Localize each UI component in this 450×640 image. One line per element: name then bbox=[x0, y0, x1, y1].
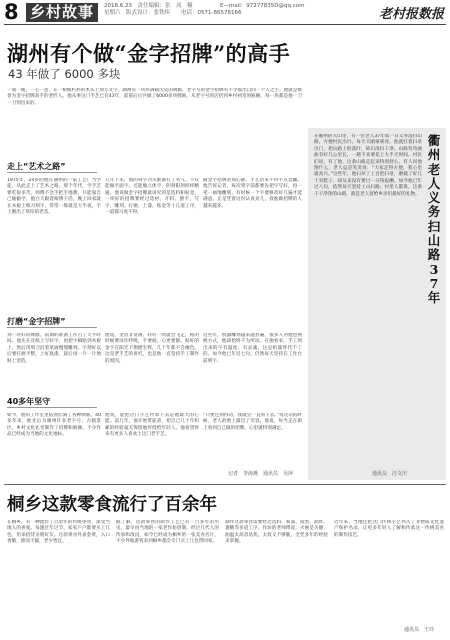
header-meta-line2: 星期六 版式设计：张铁炜 电话：0571-86578166 bbox=[104, 10, 242, 16]
sidebar-vertical-title: 衢州老人义务扫山路37年 bbox=[427, 133, 441, 306]
sidebar-byline: 通讯员 汪文庆 bbox=[372, 471, 408, 477]
newspaper-name: 老村报数报 bbox=[378, 7, 444, 22]
main-col1c-text: 如今，他的工作室里依然挂满了各种牌匾。40多年来，他先后为湖州许多老字号、古镇景区、乡村文化礼堂制作了招牌和匾额，不少作品已经成为当地的文化地标。 bbox=[7, 413, 101, 438]
main-headline: 湖州有个做“金字招牌”的高手 bbox=[7, 41, 291, 66]
main-col1-text: 1975年，24岁的他在湖州的一家工艺厂当学徒，从此走上了艺术之路。那个年代，学手艺要吃很多苦，师傅不会手把手地教，只能靠自己偷偷学。他白天跟着师傅干活，晚上回家就在木板上练习刻字，常常一练就是大半夜，手上磨出了厚厚的老茧。 bbox=[7, 178, 101, 216]
main-col3c-text: “只要还刻得动，我就会一直刻下去。”说这话的时候，老人的脸上露出了笑容。他说，每当走在街上看到自己做的招牌，心里就特别满足。 bbox=[203, 413, 302, 431]
second-col2-text: 据了解，这款零食的制作工艺已有一百多年的历史，最早由当地的一家老作坊创制。经过几代人的传承和改良，如今已经成为桐乡的一张美食名片，不少外地游客来到桐乡都会专门买上几包带回家。 bbox=[116, 520, 219, 545]
main-col3-text: 做金字招牌必须心静，手艺活来不得半点急躁。他告诉记者，每次刻字前都要先把字写好，再一笔一画地雕刻，有时候一个字要修改好几遍才能满意。正是凭着这份认真劲儿，找他做招牌的人越来越多。 bbox=[203, 178, 302, 209]
main-subheadline: 43 年做了 6000 多块 bbox=[8, 67, 121, 81]
subheading-polish-sign: 打磨“金字招牌” bbox=[7, 317, 66, 326]
main-col1b-text: 刻一块好的牌匾，前期的准备工作占了大半时间。他先在宣纸上写好字，再把字稿贴到木板上，然后用刻刀沿着笔画慢慢雕刻。字刻好以后要打磨平整，上好底漆，最后再一片一片地贴上金箔。 bbox=[7, 333, 101, 364]
main-byline: 记者 李海燕 通讯员 吴萍 bbox=[228, 471, 294, 477]
second-headline: 桐乡这款零食流行了百余年 bbox=[7, 495, 217, 515]
subheading-underline bbox=[7, 172, 97, 173]
section-title: 乡村故事 bbox=[26, 3, 98, 22]
subheading-underline bbox=[7, 327, 97, 328]
main-intro-text: 一间一铺，一心一意，在一根根朽朴的木头上刻写文字。湖州有一块块满载历史的牌匾，老字号的金字招牌有不少都出自同一个人之手。他就是被誉为金字招牌高手的老匠人。他从事这门手艺已有43年，前前后后共做了6000多块牌匾，从老字号的店招到乡村祠堂的匾额，每一块都是他一刀一刀刻出来的。 bbox=[7, 88, 302, 106]
subheading-art-road: 走上“艺术之路” bbox=[7, 162, 66, 171]
page-header bbox=[0, 0, 450, 24]
second-byline: 通讯员 王玲 bbox=[404, 627, 435, 633]
main-col2c-text: 他说，能把这门手艺传承下去是他最大的心愿。前几年，他开始带徒弟，把自己几十年积累的经验毫无保留地传授给年轻人。他希望将来有更多人喜欢上这门老手艺。 bbox=[105, 413, 199, 438]
page-number: 8 bbox=[4, 0, 19, 24]
subheading-40-years: 40多年坚守 bbox=[7, 397, 51, 406]
second-col1-text: 在桐乡，有一种流传了百余年的传统零食，深受当地人的喜爱。每逢过年过节，家家户户都要买上几包，用来招待亲朋好友。这款零食外表金黄，入口香脆，甜而不腻，老少皆宜。 bbox=[7, 520, 110, 545]
main-col2-text: 几年下来，他的刻字功夫渐渐有了名气。不仅能做平面字，还能做立体字、阴刻阳刻样样精通。他说做金字招牌最讲究的是选料和贴金，一块好的招牌要经过选材、开料、刨平、写字、雕刻、打磨、上漆、贴金等十几道工序，一道都马虎不得。 bbox=[105, 178, 199, 216]
sidebar-text: 在衢州的大山里，有一位老人37年如一日义务清扫山路，方便村民出行。每天天刚蒙蒙亮，他就扛着扫帚出门，把山路上的落叶、碎石清扫干净。山路弯弯曲曲有好几公里长，一趟下来要花上大半天时间。村民们说，有了他，这条山路走起来特别舒心。有人问他图什么，老人总是笑笑说：“大家走得方便，我心里就高兴。”这些年，他扫坏了上百把扫帚，磨破了好几十双鞋子，却从来没有要过一分钱报酬。如今他已年过八旬，依然每天坚持上山扫路。村里人都说，这条干干净净的山路，就是老人留给乡亲们最好的礼物。 bbox=[314, 134, 422, 197]
article-divider bbox=[4, 484, 446, 485]
header-meta bbox=[104, 3, 304, 17]
second-col4-text: 近年来，当地还把这门传统手艺列入了非物质文化遗产保护名录，让更多年轻人了解和传承这一传统美食的制作技艺。 bbox=[334, 520, 444, 538]
header-meta-line1: 2018.6.23 责任编辑：张 凤 楠 E—mail：97277835D@qq.com bbox=[104, 3, 305, 9]
main-col2b-text: 他说，金箔非常薄，轻轻一吹就会飞走，贴的时候要屏住呼吸，手要稳，心更要静。贴好的金字在阳光下熠熠生辉，几十年都不会褪色。这是老手艺的讲究，也是他一直坚持手工制作的原因。 bbox=[105, 333, 199, 364]
second-col3-text: 制作这款零食需要经过选料、和面、成型、油炸、裹糖等多道工序。作坊的老师傅说，火候是关键，油温太高容易焦，太低又不够脆，全凭多年的经验来掌握。 bbox=[225, 520, 328, 545]
subheading-underline bbox=[7, 407, 97, 408]
main-col3b-text: 这些年，机器雕刻越来越普遍，很多人劝他也换换方式，他却始终不为所动。在他看来，手工刻出来的字有温度、有灵魂，这是机器替代不了的。如今他已年近七旬，仍然每天坚持在工作台前刻字。 bbox=[203, 333, 302, 364]
header-divider bbox=[4, 24, 446, 25]
